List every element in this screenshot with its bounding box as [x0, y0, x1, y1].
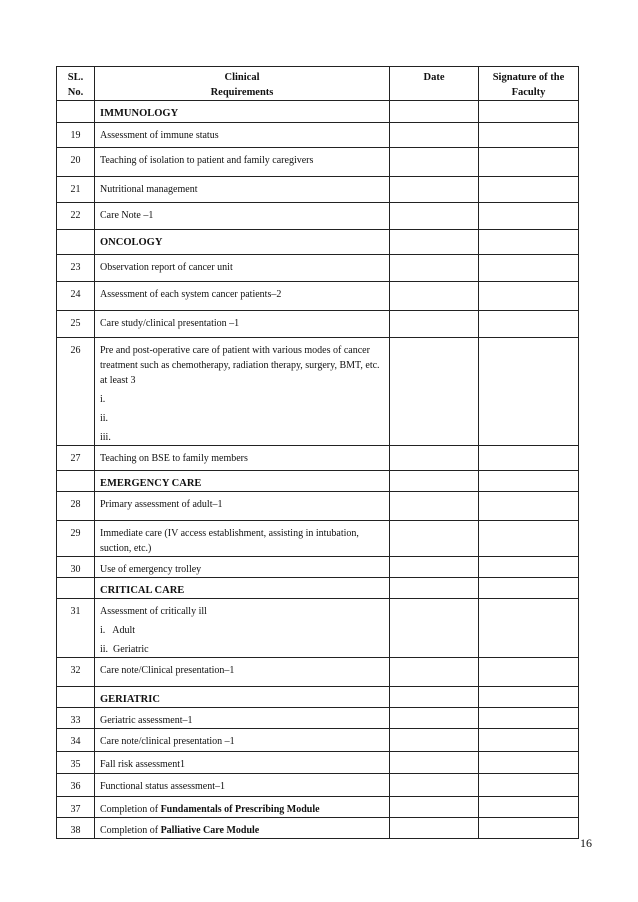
date-cell	[390, 752, 479, 774]
requirement-text: Care Note –1	[100, 210, 154, 221]
requirement-cell	[95, 521, 390, 557]
signature-cell	[479, 752, 579, 774]
signature-cell	[479, 255, 579, 282]
sl-number: 38	[57, 818, 95, 839]
sub-item: i. Adult	[100, 625, 136, 636]
section-row	[57, 687, 579, 708]
requirement-text: Geriatric assessment–1	[100, 715, 193, 726]
table-row	[57, 311, 579, 338]
sl-number: 21	[57, 177, 95, 203]
date-cell	[390, 708, 479, 729]
signature-cell	[479, 101, 579, 123]
sl-number: 19	[57, 123, 95, 148]
requirement-text: Use of emergency trolley	[100, 564, 202, 575]
date-cell	[390, 255, 479, 282]
table-row	[57, 203, 579, 230]
date-cell	[390, 492, 479, 521]
signature-cell	[479, 557, 579, 578]
sl-number: 30	[57, 557, 95, 578]
date-cell	[390, 282, 479, 311]
date-cell	[390, 203, 479, 230]
requirement-text: Functional status assessment–1	[100, 781, 225, 792]
sl-number: 28	[57, 492, 95, 521]
date-cell	[390, 471, 479, 492]
signature-cell	[479, 230, 579, 255]
sl-number: 24	[57, 282, 95, 311]
table-row	[57, 255, 579, 282]
table-row	[57, 774, 579, 797]
header-signature: Signature of the Faculty	[479, 67, 579, 101]
sl-number: 27	[57, 446, 95, 471]
date-cell	[390, 177, 479, 203]
requirement-cell	[95, 658, 390, 687]
header-clinical-requirements: Clinical Requirements	[95, 67, 390, 101]
page-number: 16	[580, 836, 592, 850]
header-row	[57, 67, 579, 101]
signature-cell	[479, 203, 579, 230]
requirement-text: Assessment of each system cancer patients–2	[100, 289, 282, 300]
date-cell	[390, 578, 479, 599]
sl-number: 35	[57, 752, 95, 774]
requirement-cell	[95, 708, 390, 729]
requirement-text: Observation report of cancer unit	[100, 262, 233, 273]
sl-number: 26	[57, 338, 95, 446]
signature-cell	[479, 818, 579, 839]
sl-number: 33	[57, 708, 95, 729]
table-row	[57, 446, 579, 471]
sl-number: 31	[57, 599, 95, 658]
section-title: GERIATRIC	[95, 687, 390, 708]
sub-item: iii.	[100, 432, 111, 443]
sub-item: i.	[100, 394, 106, 405]
sl-cell-empty	[57, 578, 95, 599]
requirement-cell	[95, 177, 390, 203]
requirement-cell	[95, 492, 390, 521]
table-row	[57, 177, 579, 203]
requirement-text: Assessment of critically ill	[100, 606, 207, 617]
date-cell	[390, 101, 479, 123]
section-row	[57, 578, 579, 599]
sl-number: 25	[57, 311, 95, 338]
requirement-cell	[95, 282, 390, 311]
table-row	[57, 599, 579, 658]
date-cell	[390, 557, 479, 578]
section-title: ONCOLOGY	[95, 230, 390, 255]
sl-cell-empty	[57, 101, 95, 123]
sl-cell-empty	[57, 471, 95, 492]
requirement-cell	[95, 729, 390, 752]
header-date: Date	[390, 67, 479, 101]
requirement-cell	[95, 774, 390, 797]
sl-number: 23	[57, 255, 95, 282]
date-cell	[390, 446, 479, 471]
signature-cell	[479, 338, 579, 446]
signature-cell	[479, 774, 579, 797]
signature-cell	[479, 177, 579, 203]
section-row	[57, 471, 579, 492]
signature-cell	[479, 492, 579, 521]
section-title: CRITICAL CARE	[95, 578, 390, 599]
section-row	[57, 101, 579, 123]
requirement-text: Teaching on BSE to family members	[100, 453, 248, 464]
table-row	[57, 521, 579, 557]
requirement-text: Completion of	[100, 825, 161, 836]
requirement-text: Primary assessment of adult–1	[100, 499, 223, 510]
table-row	[57, 752, 579, 774]
signature-cell	[479, 446, 579, 471]
date-cell	[390, 687, 479, 708]
table-body	[57, 101, 579, 839]
table-row	[57, 818, 579, 839]
sl-cell-empty	[57, 230, 95, 255]
requirement-cell	[95, 557, 390, 578]
signature-cell	[479, 729, 579, 752]
date-cell	[390, 338, 479, 446]
sl-number: 37	[57, 797, 95, 818]
requirement-cell	[95, 599, 390, 658]
requirement-text: Care note/clinical presentation –1	[100, 736, 235, 747]
requirement-text: Assessment of immune status	[100, 130, 219, 141]
signature-cell	[479, 148, 579, 177]
date-cell	[390, 797, 479, 818]
date-cell	[390, 599, 479, 658]
requirement-text: Nutritional management	[100, 184, 198, 195]
date-cell	[390, 123, 479, 148]
requirement-cell	[95, 446, 390, 471]
date-cell	[390, 729, 479, 752]
requirement-cell	[95, 818, 390, 839]
section-title: EMERGENCY CARE	[95, 471, 390, 492]
date-cell	[390, 774, 479, 797]
sl-number: 34	[57, 729, 95, 752]
requirement-text: Immediate care (IV access establishment, assisting in intubation, suction, etc.)	[100, 528, 359, 554]
table-row	[57, 557, 579, 578]
requirement-text: Fall risk assessment1	[100, 759, 185, 770]
section-row	[57, 230, 579, 255]
date-cell	[390, 148, 479, 177]
signature-cell	[479, 599, 579, 658]
requirement-cell	[95, 752, 390, 774]
signature-cell	[479, 708, 579, 729]
date-cell	[390, 818, 479, 839]
requirements-table	[56, 66, 579, 839]
requirement-cell	[95, 797, 390, 818]
requirement-text: Care note/Clinical presentation–1	[100, 665, 235, 676]
requirement-cell	[95, 338, 390, 446]
table-row	[57, 658, 579, 687]
requirement-text: Care study/clinical presentation –1	[100, 318, 240, 329]
table-row	[57, 282, 579, 311]
signature-cell	[479, 658, 579, 687]
requirement-cell	[95, 148, 390, 177]
table-row	[57, 708, 579, 729]
requirement-cell	[95, 123, 390, 148]
requirement-cell	[95, 255, 390, 282]
sub-item: ii.	[100, 413, 109, 424]
signature-cell	[479, 311, 579, 338]
signature-cell	[479, 797, 579, 818]
table-row	[57, 797, 579, 818]
module-name: Palliative Care Module	[160, 825, 260, 836]
sl-number: 22	[57, 203, 95, 230]
signature-cell	[479, 282, 579, 311]
requirement-cell	[95, 311, 390, 338]
requirement-cell	[95, 203, 390, 230]
signature-cell	[479, 687, 579, 708]
table-row	[57, 729, 579, 752]
date-cell	[390, 311, 479, 338]
sl-number: 36	[57, 774, 95, 797]
sl-number: 29	[57, 521, 95, 557]
sub-item: ii. Geriatric	[100, 644, 149, 655]
table-row	[57, 338, 579, 446]
table-row	[57, 148, 579, 177]
sl-number: 32	[57, 658, 95, 687]
module-name: Fundamentals of Prescribing Module	[160, 804, 320, 815]
section-title: IMMUNOLOGY	[95, 101, 390, 123]
requirement-text: Teaching of isolation to patient and family caregivers	[100, 155, 314, 166]
signature-cell	[479, 123, 579, 148]
table-row	[57, 492, 579, 521]
table-row	[57, 123, 579, 148]
sl-cell-empty	[57, 687, 95, 708]
signature-cell	[479, 521, 579, 557]
requirement-text: Pre and post-operative care of patient with various modes of cancer treatment such as chemotherapy, radiation therapy, surgery, BMT, etc. at least 3	[100, 345, 380, 386]
date-cell	[390, 230, 479, 255]
date-cell	[390, 658, 479, 687]
sl-number: 20	[57, 148, 95, 177]
signature-cell	[479, 471, 579, 492]
signature-cell	[479, 578, 579, 599]
requirement-text: Completion of	[100, 804, 161, 815]
header-sl-no: SL. No.	[57, 67, 95, 101]
date-cell	[390, 521, 479, 557]
